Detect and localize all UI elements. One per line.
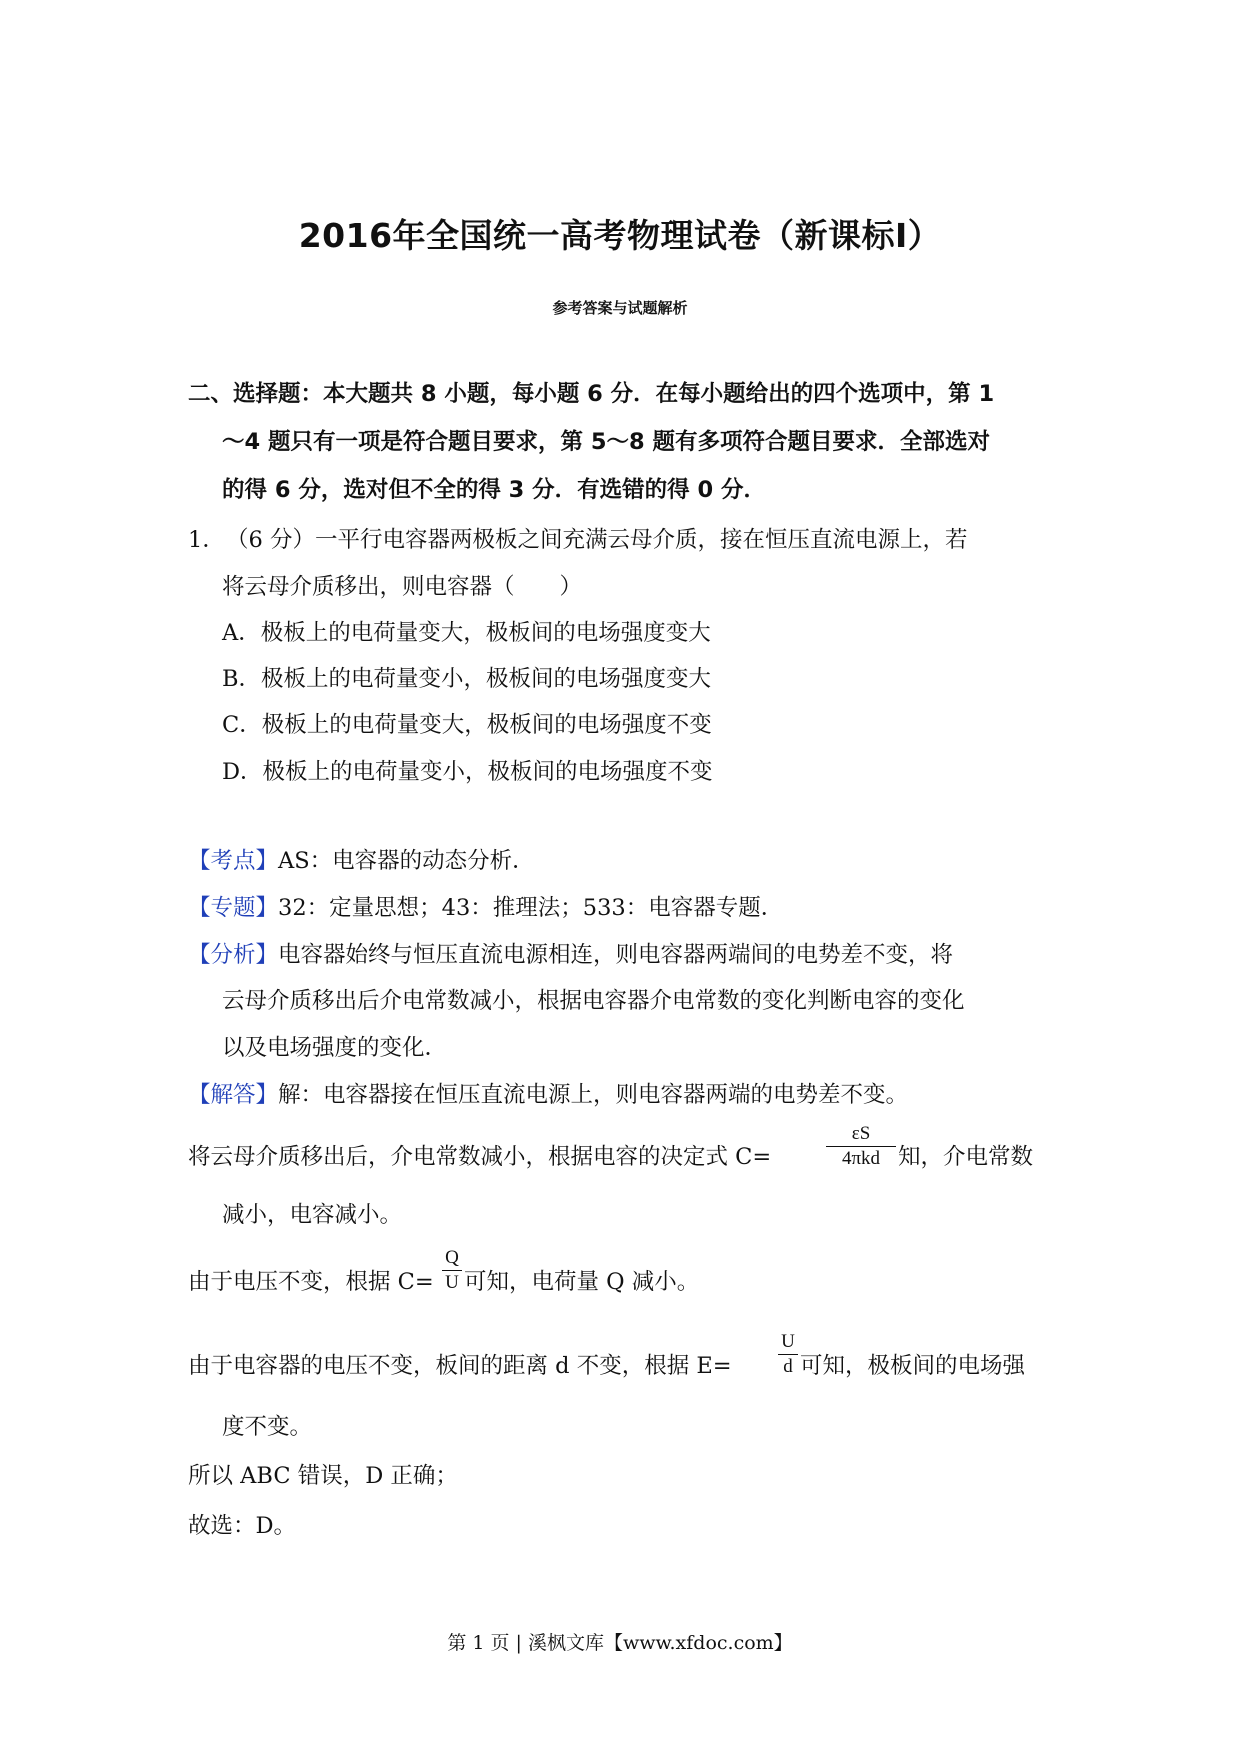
section-heading-line3: 的得 6 分，选对但不全的得 3 分．有选错的得 0 分．	[222, 477, 766, 503]
capacitance-fraction	[826, 1122, 896, 1171]
question-stem-line2: 将云母介质移出，则电容器（ ）	[222, 574, 583, 600]
fenxi-row	[188, 937, 953, 969]
option-b: B．极板上的电荷量变小，极板间的电场强度变大	[222, 666, 712, 692]
solution-conclusion: 所以 ABC 错误，D 正确；	[188, 1463, 458, 1489]
capacitance-numerator: εS	[826, 1122, 896, 1147]
jieda-text: 解：电容器接在恒压直流电源上，则电容器两端的电势差不变。	[278, 1082, 909, 1108]
fenxi-text-line3: 以及电场强度的变化．	[222, 1035, 448, 1061]
field-fraction	[778, 1330, 798, 1379]
fenxi-label: 【分析】	[188, 942, 279, 968]
zhuanti-row	[188, 890, 783, 922]
solution-line1-post: 知，介电常数	[898, 1144, 1034, 1170]
zhuanti-text: 32：定量思想；43：推理法；533：电容器专题．	[278, 895, 784, 921]
option-d: D．极板上的电荷量变小，极板间的电场强度不变	[222, 759, 713, 785]
capacitance-denominator: 4πkd	[841, 1148, 881, 1169]
section-heading-line1: 二、选择题：本大题共 8 小题，每小题 6 分．在每小题给出的四个选项中，第 1	[188, 381, 995, 407]
field-numerator: U	[778, 1330, 798, 1355]
kaodian-label: 【考点】	[188, 848, 279, 874]
jieda-row	[188, 1077, 908, 1109]
fenxi-text-line1: 电容器始终与恒压直流电源相连，则电容器两端间的电势差不变，将	[278, 942, 954, 968]
section-heading-line2: ～4 题只有一项是符合题目要求，第 5～8 题有多项符合题目要求．全部选对	[222, 429, 990, 455]
jieda-label: 【解答】	[188, 1082, 279, 1108]
solution-line3-pre: 由于电容器的电压不变，板间的距离 d 不变，根据 E=	[188, 1353, 732, 1379]
kaodian-text: AS：电容器的动态分析．	[278, 848, 535, 874]
option-a: A．极板上的电荷量变大，极板间的电场强度变大	[222, 620, 711, 646]
charge-fraction	[442, 1246, 462, 1295]
document-subtitle: 参考答案与试题解析	[552, 299, 688, 317]
question-number: 1．	[188, 527, 225, 553]
solution-line2-post: 可知，电荷量 Q 减小。	[464, 1269, 700, 1295]
charge-denominator: U	[445, 1272, 459, 1293]
solution-line1-cont: 减小，电容减小。	[222, 1202, 403, 1228]
solution-line3-cont: 度不变。	[222, 1414, 313, 1440]
solution-line2-pre: 由于电压不变，根据 C=	[188, 1269, 434, 1295]
solution-line1-pre: 将云母介质移出后，介电常数减小，根据电容的决定式 C=	[188, 1144, 772, 1170]
zhuanti-label: 【专题】	[188, 895, 279, 921]
solution-line3-post: 可知，极板间的电场强	[800, 1353, 1026, 1379]
page-footer: 第 1 页 | 溪枫文库【www.xfdoc.com】	[447, 1632, 793, 1654]
option-c: C．极板上的电荷量变大，极板间的电场强度不变	[222, 712, 712, 738]
charge-numerator: Q	[442, 1246, 462, 1271]
field-denominator: d	[783, 1356, 793, 1377]
fenxi-text-line2: 云母介质移出后介电常数减小，根据电容器介电常数的变化判断电容的变化	[222, 988, 965, 1014]
kaodian-row	[188, 843, 535, 875]
question-stem-line1: （6 分）一平行电容器两极板之间充满云母介质，接在恒压直流电源上，若	[226, 527, 968, 553]
solution-answer: 故选：D。	[188, 1513, 297, 1539]
document-title: 2016年全国统一高考物理试卷（新课标Ⅰ）	[298, 216, 942, 255]
